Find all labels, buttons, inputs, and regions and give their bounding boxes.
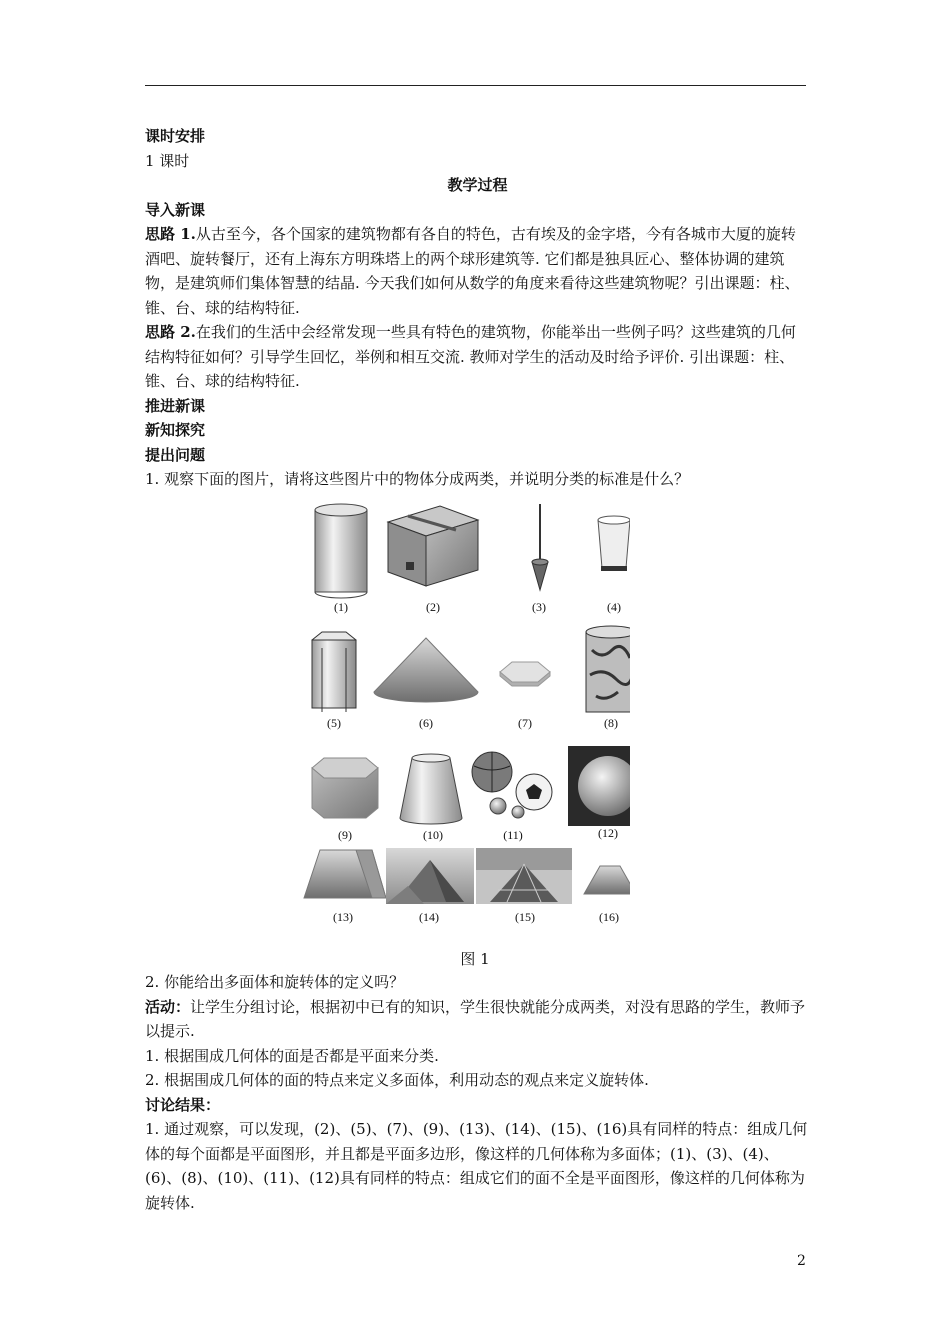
activity-hint-1: 1. 根据围成几何体的面是否都是平面来分类. (145, 1046, 439, 1065)
figure-label: (4) (607, 600, 621, 614)
idea1-text: 从古至今，各个国家的建筑物都有各自的特色，古有埃及的金字塔，今有各城市大厦的旋转酒吧、旋转餐厅，还有上海东方明珠塔上的两个球形建筑等. 它们都是独具匠心、整体协调的建筑物，是建筑师们集体智慧的结晶. 今天我们如何从数学的角度来看待这些建筑物呢？引出课题：柱、锥、台、球的结构特征. (145, 225, 800, 317)
solid-10-frustum (400, 754, 462, 824)
activity-hint-2: 2. 根据围成几何体的面的特点来定义多面体，利用动态的观点来定义旋转体. (145, 1071, 649, 1089)
text-block-top (145, 124, 810, 492)
section-title: 教学过程 (447, 176, 508, 194)
solid-12-sphere (568, 746, 630, 826)
figure-label: (15) (515, 910, 535, 924)
figure-label: (2) (426, 600, 440, 614)
figure-1 (300, 500, 630, 935)
solid-9-hexagonal-prism-short (312, 758, 378, 818)
activity-label: 活动： (145, 997, 191, 1016)
figure-label: (6) (419, 716, 433, 730)
figure-label: (16) (599, 910, 619, 924)
solid-6-cone (374, 638, 478, 702)
question-2: 2. 你能给出多面体和旋转体的定义吗？ (145, 973, 405, 991)
header-rule (145, 85, 806, 86)
figure-label: (10) (423, 828, 443, 842)
figure-label: (14) (419, 910, 439, 924)
text-block-bottom (145, 970, 810, 1215)
solid-15-glass-pyramid-photo (476, 848, 572, 904)
question-heading: 提出问题 (145, 445, 206, 464)
idea2-paragraph (145, 320, 810, 394)
solid-3-plumb-bob (532, 504, 548, 590)
solid-5-hexagonal-prism (312, 632, 356, 712)
figure-label: (12) (598, 826, 618, 840)
result-text: 1. 通过观察，可以发现，(2)、(5)、(7)、(9)、(13)、(14)、(15)、(16)具有同样的特点：组成几何体的每个面都是平面图形，并且都是平面多边形，像这样的几何体称为多面体；(1)、(3)、(4)、(6)、(8)、(10)、(11)、(12)具有同样的特点：组成它们的面不全是平面图形，像这样的几何体称为旋转体. (145, 1120, 808, 1212)
idea1-label: 思路 1. (145, 225, 196, 243)
idea1-paragraph (145, 222, 810, 320)
figure-label: (1) (334, 600, 348, 614)
activity-paragraph (145, 995, 810, 1044)
solid-13-trapezoid-prism (304, 850, 386, 898)
solid-16-frustum-pyramid (584, 866, 630, 894)
solid-4-cup (598, 516, 630, 571)
figure-label: (11) (503, 828, 523, 842)
figure-label: (3) (532, 600, 546, 614)
figure-caption: 图 1 (460, 950, 490, 968)
result-heading: 讨论结果： (145, 1095, 221, 1114)
explore-heading: 新知探究 (145, 421, 206, 439)
page-number: 2 (797, 1253, 806, 1269)
figure-label: (5) (327, 716, 341, 730)
idea2-text: 在我们的生活中会经常发现一些具有特色的建筑物，你能举出一些例子吗？这些建筑的几何结构特征如何？引导学生回忆，举例和相互交流. 教师对学生的活动及时给予评价. 引出课题：柱、锥、台、球的结构特征. (145, 323, 796, 390)
question-1: 1. 观察下面的图片，请将这些图片中的物体分成两类，并说明分类的标准是什么？ (145, 470, 690, 488)
intro-heading: 导入新课 (145, 200, 206, 219)
solid-7-flat-hexagon (500, 662, 550, 686)
figure-label: (8) (604, 716, 618, 730)
solid-8-vase (586, 626, 630, 712)
figure-label: (13) (333, 910, 353, 924)
solid-11-balls (472, 752, 552, 818)
advance-heading: 推进新课 (145, 396, 206, 415)
activity-text: 让学生分组讨论，根据初中已有的知识，学生很快就能分成两类，对没有思路的学生，教师予以提示. (145, 997, 806, 1040)
solid-1-cylinder (315, 504, 367, 598)
solid-2-box (388, 506, 478, 586)
figure-label: (9) (338, 828, 352, 842)
schedule-heading: 课时安排 (145, 127, 206, 145)
schedule-value: 1 课时 (145, 151, 190, 170)
figure-label: (7) (518, 716, 532, 730)
idea2-label: 思路 2. (145, 323, 196, 341)
solid-14-pyramid-photo (386, 848, 474, 904)
